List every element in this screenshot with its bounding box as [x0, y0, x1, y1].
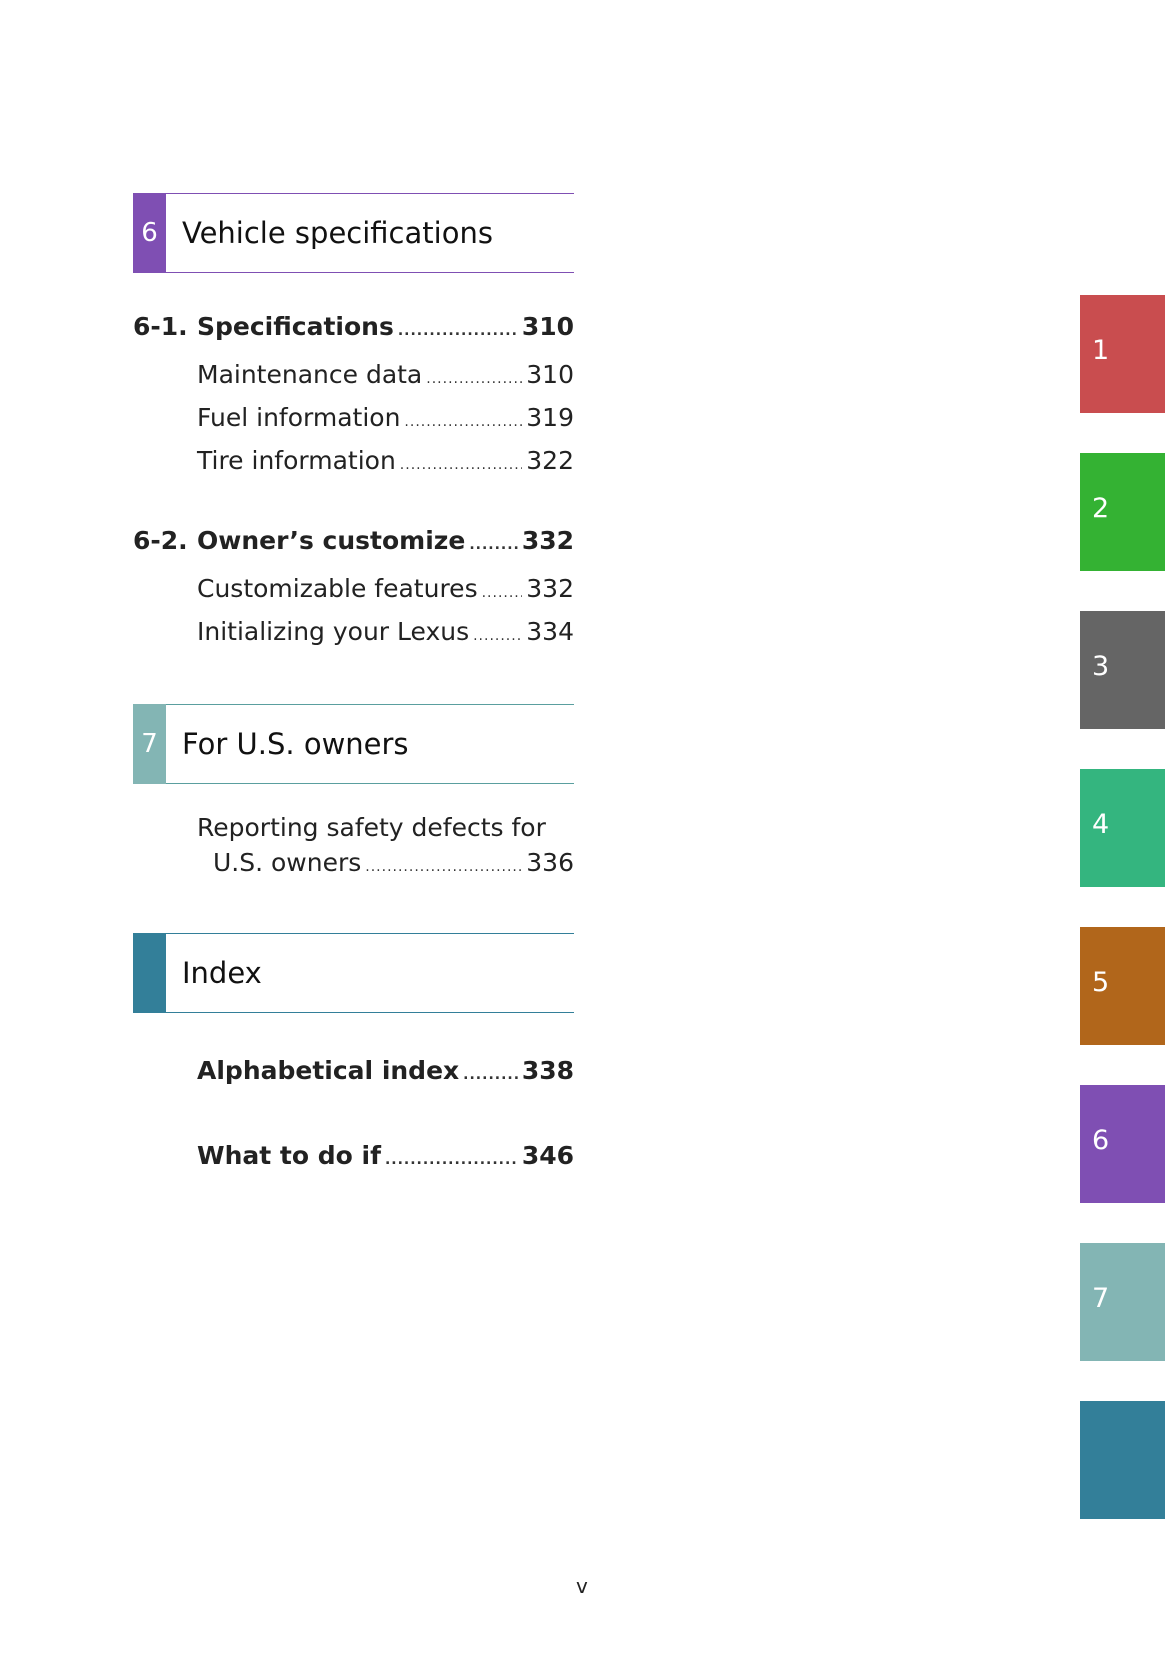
section-title: Vehicle specifications: [182, 216, 493, 250]
leader-dots: [482, 585, 523, 601]
toc-page: 310: [521, 312, 574, 341]
toc-label: Maintenance data: [197, 360, 423, 389]
toc-page: 338: [521, 1056, 574, 1085]
toc-page: 346: [521, 1141, 574, 1170]
toc-page: 332: [521, 526, 574, 555]
leader-dots: [473, 628, 522, 644]
chapter-tab-3[interactable]: [1080, 611, 1165, 729]
chapter-tab-4[interactable]: [1080, 769, 1165, 887]
leader-dots: [469, 537, 518, 553]
section-number-box: [133, 704, 166, 784]
toc-label: U.S. owners: [213, 848, 362, 877]
tab-label: 6: [1092, 1125, 1110, 1156]
toc-entry-maintenance-data[interactable]: [197, 360, 574, 389]
tab-label: 4: [1092, 809, 1110, 840]
section-number: 6: [141, 218, 158, 248]
toc-entry-tire-information[interactable]: [197, 446, 574, 475]
toc-page: 322: [526, 446, 574, 475]
toc-entry-initializing-your-lexus[interactable]: [197, 617, 574, 646]
tab-label: 3: [1092, 651, 1110, 682]
leader-dots: [398, 323, 518, 339]
toc-entry-what-to-do-if[interactable]: [197, 1141, 574, 1170]
page-number: v: [576, 1574, 588, 1598]
section-title: For U.S. owners: [182, 727, 409, 761]
tab-label: 7: [1092, 1283, 1110, 1314]
toc-label: Specifications: [197, 312, 394, 341]
toc-page: 332: [526, 574, 574, 603]
section-number: 7: [141, 729, 158, 759]
toc-label: Tire information: [197, 446, 396, 475]
subsection-number: 6-2.: [133, 526, 188, 555]
section-number-box: [133, 193, 166, 273]
leader-dots: [400, 457, 522, 473]
toc-label: What to do if: [197, 1141, 381, 1170]
toc-page: 310: [526, 360, 574, 389]
toc-label: Customizable features: [197, 574, 478, 603]
leader-dots: [426, 371, 522, 387]
section-title: Index: [182, 956, 262, 990]
toc-page: 334: [526, 617, 574, 646]
subsection-number: 6-1.: [133, 312, 188, 341]
toc-page: 319: [526, 403, 574, 432]
toc-label: Fuel information: [197, 403, 401, 432]
toc-entry-reporting-safety-defects[interactable]: [213, 848, 574, 877]
toc-label: Initializing your Lexus: [197, 617, 470, 646]
toc-entry-customizable-features[interactable]: [197, 574, 574, 603]
section-header-7: [133, 704, 574, 784]
chapter-tab-2[interactable]: [1080, 453, 1165, 571]
tab-label: 2: [1092, 493, 1110, 524]
toc-label: Alphabetical index: [197, 1056, 460, 1085]
leader-dots: [365, 859, 522, 875]
section-header-6: [133, 193, 574, 273]
toc-entry-alphabetical-index[interactable]: [197, 1056, 574, 1085]
chapter-tab-5[interactable]: [1080, 927, 1165, 1045]
toc-entry-owners-customize[interactable]: [197, 526, 574, 555]
toc-label: Owner’s customize: [197, 526, 466, 555]
tab-label: 5: [1092, 967, 1110, 998]
toc-label-line1: Reporting safety defects for: [197, 813, 546, 842]
chapter-tab-1[interactable]: [1080, 295, 1165, 413]
tab-label: 1: [1092, 335, 1110, 366]
chapter-tab-index[interactable]: [1080, 1401, 1165, 1519]
toc-page: 336: [526, 848, 574, 877]
toc-entry-specifications[interactable]: [197, 312, 574, 341]
leader-dots: [463, 1067, 518, 1083]
section-number-box: [133, 933, 166, 1013]
toc-entry-fuel-information[interactable]: [197, 403, 574, 432]
section-header-index: [133, 933, 574, 1013]
leader-dots: [385, 1152, 518, 1168]
chapter-tab-7[interactable]: [1080, 1243, 1165, 1361]
chapter-tab-6[interactable]: [1080, 1085, 1165, 1203]
leader-dots: [404, 414, 522, 430]
